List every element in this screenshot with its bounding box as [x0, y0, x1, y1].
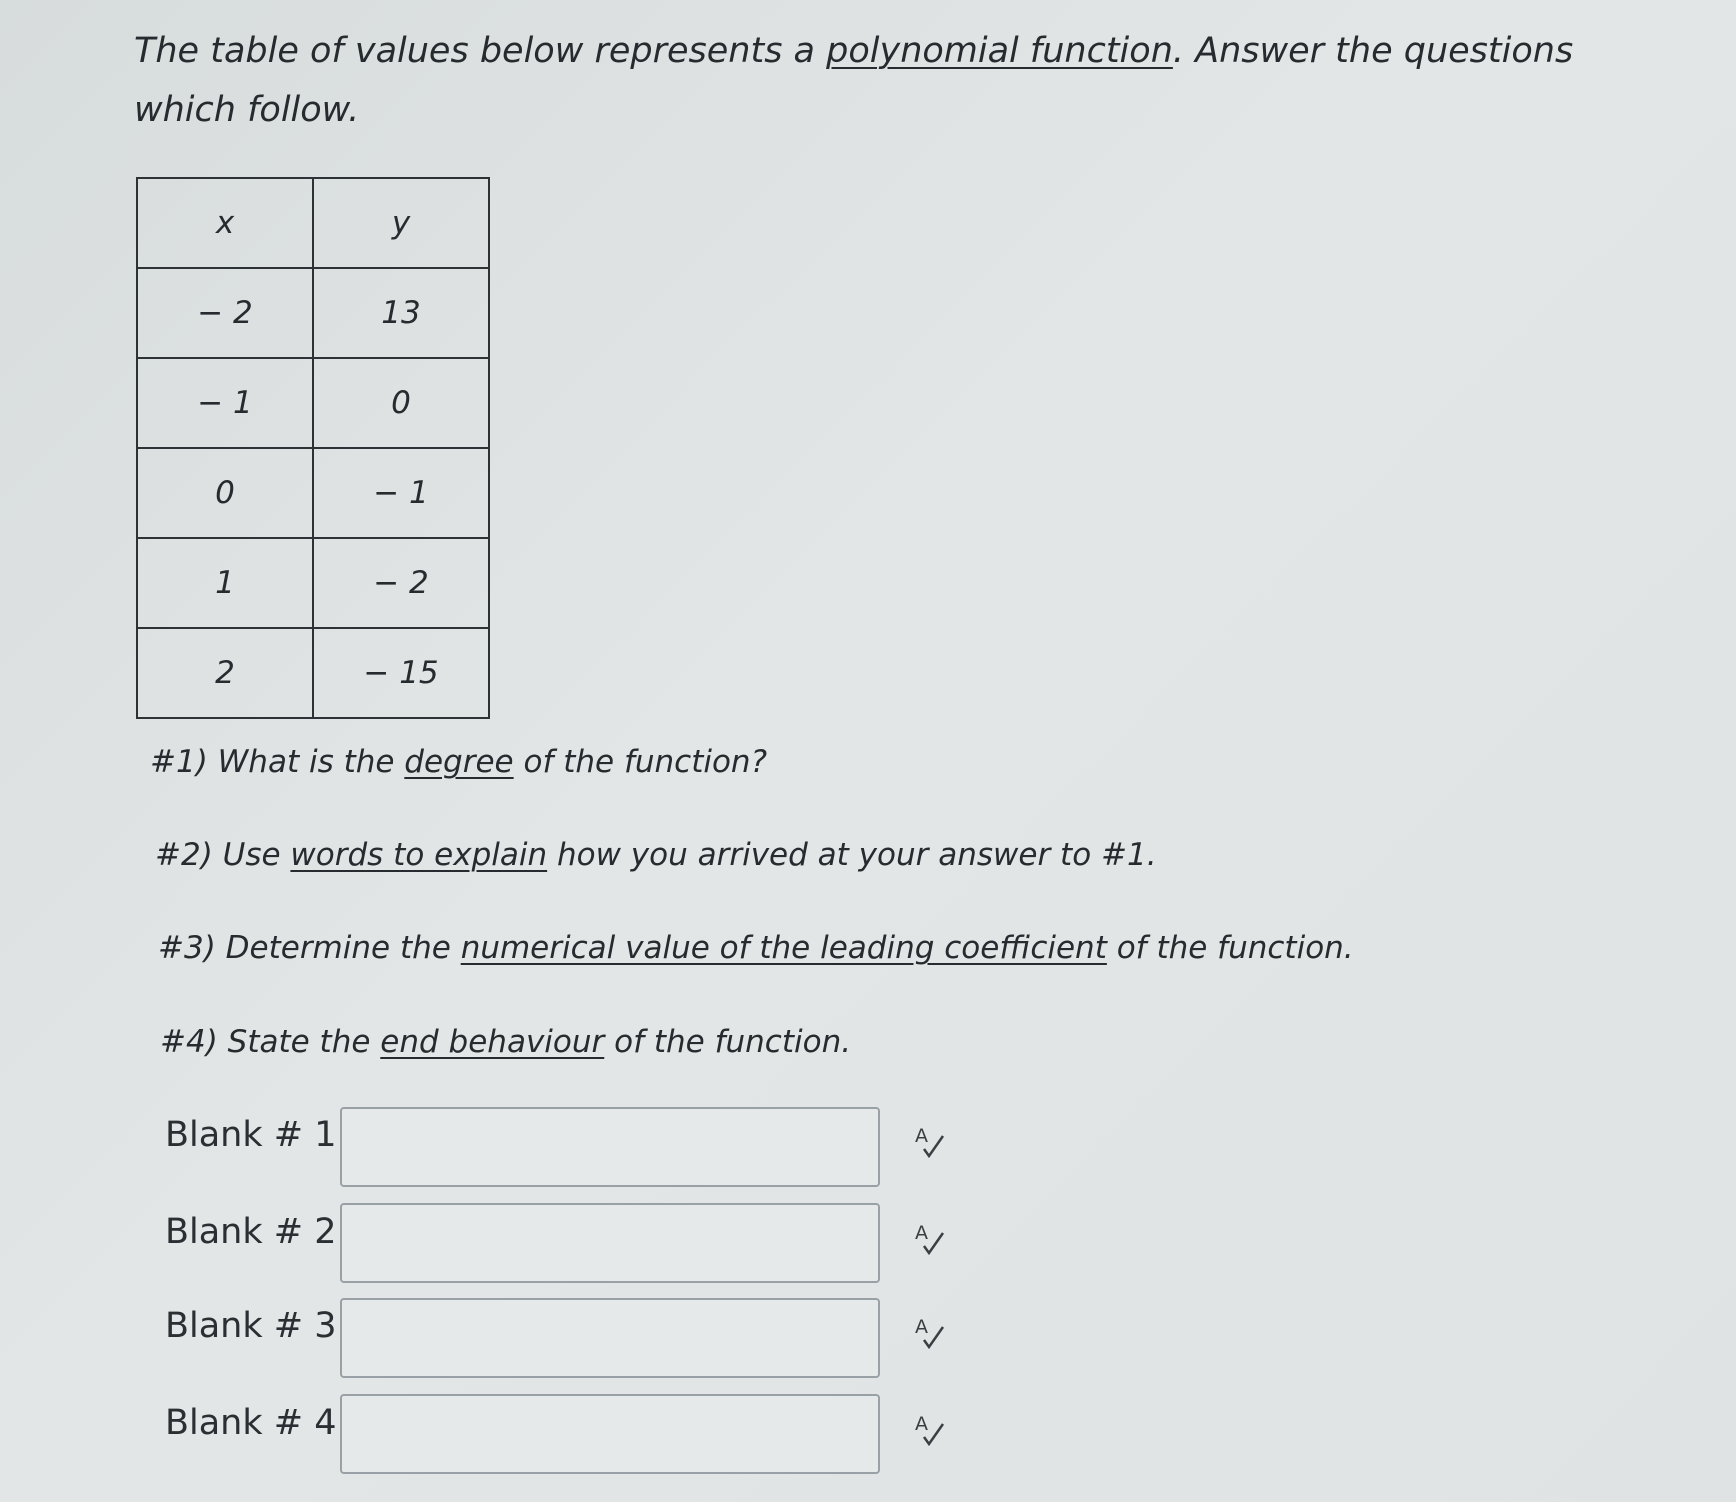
q1-text-before: #1) What is the [150, 744, 405, 780]
q2-text-before: #2) Use [155, 837, 291, 873]
table-row [137, 268, 489, 358]
table-row [137, 358, 489, 448]
blank-4-label: Blank # 4 [165, 1403, 337, 1443]
question-2 [155, 837, 1157, 873]
svg-text:A: A [915, 1316, 928, 1338]
question-1 [150, 744, 767, 780]
question-stem [134, 22, 1614, 140]
question-3 [158, 930, 1354, 966]
table-row [137, 628, 489, 718]
spellcheck-icon[interactable] [912, 1219, 948, 1259]
cell-x: − 2 [137, 268, 313, 358]
table-row [137, 538, 489, 628]
cell-x: − 1 [137, 358, 313, 448]
q3-text-before: #3) Determine the [158, 930, 461, 966]
q1-underlined-term: degree [404, 744, 514, 780]
blank-4-input[interactable] [340, 1394, 880, 1474]
blank-1-label: Blank # 1 [165, 1115, 337, 1155]
svg-text:A: A [915, 1413, 928, 1435]
q1-text-after: of the function? [513, 744, 768, 780]
cell-y: − 15 [313, 628, 489, 718]
table-header-row [137, 178, 489, 268]
blank-2-input[interactable] [340, 1203, 880, 1283]
q4-underlined-term: end behaviour [380, 1024, 605, 1060]
blank-3-label: Blank # 3 [165, 1306, 337, 1346]
question-4 [160, 1024, 851, 1060]
cell-y: 13 [313, 268, 489, 358]
q3-text-after: of the function. [1106, 930, 1354, 966]
blank-3-input[interactable] [340, 1298, 880, 1378]
cell-y: − 1 [313, 448, 489, 538]
q4-text-before: #4) State the [160, 1024, 381, 1060]
cell-x: 2 [137, 628, 313, 718]
stem-text-after: . Answer the questions which follow. [134, 31, 1574, 130]
header-y: y [313, 178, 489, 268]
stem-text-before: The table of values below represents a [134, 31, 827, 71]
spellcheck-icon[interactable] [912, 1410, 948, 1450]
q2-text-after: how you arrived at your answer to #1. [547, 837, 1157, 873]
header-x: x [137, 178, 313, 268]
q3-underlined-term: numerical value of the leading coefficient [460, 930, 1107, 966]
table-row [137, 448, 489, 538]
q4-text-after: of the function. [604, 1024, 852, 1060]
cell-y: − 2 [313, 538, 489, 628]
blank-2-label: Blank # 2 [165, 1212, 337, 1252]
q2-underlined-term: words to explain [290, 837, 548, 873]
blank-1-input[interactable] [340, 1107, 880, 1187]
values-table [136, 177, 490, 719]
stem-underlined-term: polynomial function [826, 31, 1173, 71]
svg-text:A: A [915, 1125, 928, 1147]
cell-x: 0 [137, 448, 313, 538]
spellcheck-icon[interactable] [912, 1313, 948, 1353]
svg-text:A: A [915, 1222, 928, 1244]
spellcheck-icon[interactable] [912, 1122, 948, 1162]
cell-y: 0 [313, 358, 489, 448]
cell-x: 1 [137, 538, 313, 628]
